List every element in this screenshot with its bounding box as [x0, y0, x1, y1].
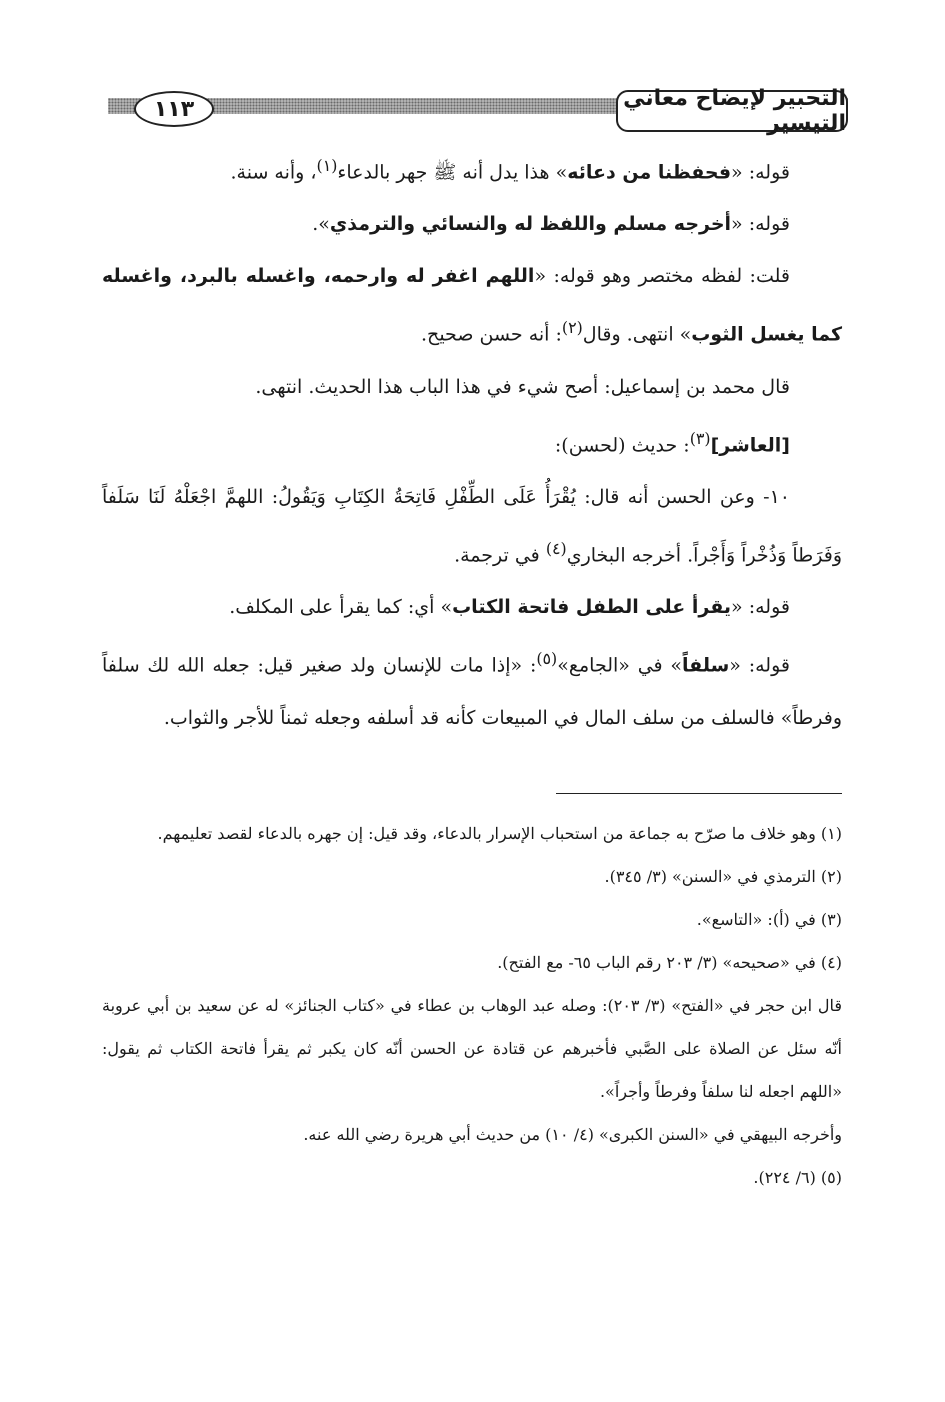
text: قوله: «	[731, 596, 790, 619]
text: : أنه حسن صحيح.	[421, 323, 562, 346]
footnote-4-continuation-2: وأخرجه البيهقي في «السنن الكبرى» (٤/ ١٠) من حديث أبي هريرة رضي الله عنه.	[303, 1125, 842, 1144]
text: قوله: «	[731, 161, 790, 184]
footnote-3: (٣) في (أ): «التاسع».	[696, 910, 842, 929]
text: قلت: لفظه مختصر وهو قوله: «	[534, 265, 790, 288]
section-number: [العاشر]	[710, 433, 790, 456]
paragraph-3	[102, 250, 842, 360]
hadith-paragraph	[102, 471, 842, 581]
page-number: ١١٣	[134, 91, 214, 127]
main-text	[102, 140, 842, 744]
quoted-phrase: سلفاً	[682, 654, 730, 677]
text: » أي: كما يقرأ على المكلف.	[229, 596, 453, 619]
footnote-ref-4[interactable]: (٤)	[545, 538, 567, 558]
text: » هذا يدل أنه ﷺ جهر بالدعاء	[337, 161, 568, 184]
paragraph-7	[102, 581, 842, 633]
footnotes	[102, 812, 842, 1199]
footnote-4-continuation: قال ابن حجر في «الفتح» (٣/ ٢٠٣): وصله عبد الوهاب بن عطاء في «كتاب الجنائز» له عن سعيد بن أبي عروبة أنّه سئل عن الصلاة على الصَّبي فأخبرهم عن قتادة عن الحسن أنّه كان يكبر ثم يقرأ فاتحة الكتاب ثم يقول: «اللهم اجعله لنا سلفاً وفرطاً وأجراً».	[102, 996, 842, 1101]
footnote-ref-2[interactable]: (٢)	[561, 318, 583, 338]
text: : حديث (لحسن):	[554, 433, 690, 456]
text: ، وأنه سنة.	[230, 161, 317, 184]
running-header	[108, 86, 848, 142]
footnote-5: (٥) (٦/ ٢٢٤).	[753, 1168, 842, 1187]
footnote-1: (١) وهو خلاف ما صرّح به جماعة من استحباب الإسرار بالدعاء، وقد قيل: إن جهره بالدعاء لقصد تعليمهم.	[157, 824, 842, 843]
paragraph-4: قال محمد بن إسماعيل: أصح شيء في هذا الباب هذا الحديث. انتهى.	[255, 375, 790, 398]
text: ».	[312, 213, 330, 236]
quoted-phrase: أخرجه مسلم واللفظ له والنسائي والترمذي	[329, 213, 732, 236]
footnote-2: (٢) الترمذي في «السنن» (٣/ ٣٤٥).	[604, 867, 842, 886]
paragraph-1	[102, 140, 842, 198]
footnote-divider	[556, 793, 842, 794]
book-title: التحبير لإيضاح معاني التيسير	[616, 90, 848, 132]
footnote-ref-3[interactable]: (٣)	[689, 428, 711, 448]
footnote-ref-1[interactable]: (١)	[316, 156, 338, 175]
text: في ترجمة.	[454, 544, 546, 567]
text: : «إذا مات للإنسان ولد صغير قيل: جعله الله لك سلفاً وفرطاً» فالسلف من سلف المال في المبيعات كأنه قد أسلفه وجعله ثمناً للأجر والثواب.	[102, 654, 842, 729]
text: قوله: «	[729, 654, 790, 677]
hadith-text: ١٠- وعن الحسن أنه قال: يُقْرَأُ عَلَى الطِّفْلِ فَاتِحَةُ الكِتَابِ وَيَقُولُ: اللهمَّ اجْعَلْهُ لَنَا سَلَفاً وَفَرَطاً وَذُخْراً وَأَجْراً. أخرجه البخاري	[102, 485, 842, 567]
text: » في «الجامع»	[557, 654, 683, 677]
text: » انتهى. وقال	[582, 323, 692, 346]
footnote-4: (٤) في «صحيحه» (٣/ ٢٠٣ رقم الباب ٦٥- مع الفتح).	[497, 953, 842, 972]
quoted-phrase: اللهم اغفر له وارحمه، واغسله بالبرد، واغسله كما يغسل الثوب	[102, 265, 842, 346]
paragraph-2	[102, 198, 842, 250]
section-heading	[102, 413, 842, 471]
text: قوله: «	[731, 213, 790, 236]
quoted-phrase: فحفظنا من دعائه	[567, 161, 732, 184]
footnote-ref-5[interactable]: (٥)	[536, 649, 558, 669]
quoted-phrase: يقرأ على الطفل فاتحة الكتاب	[452, 596, 732, 619]
paragraph-8	[102, 633, 842, 743]
